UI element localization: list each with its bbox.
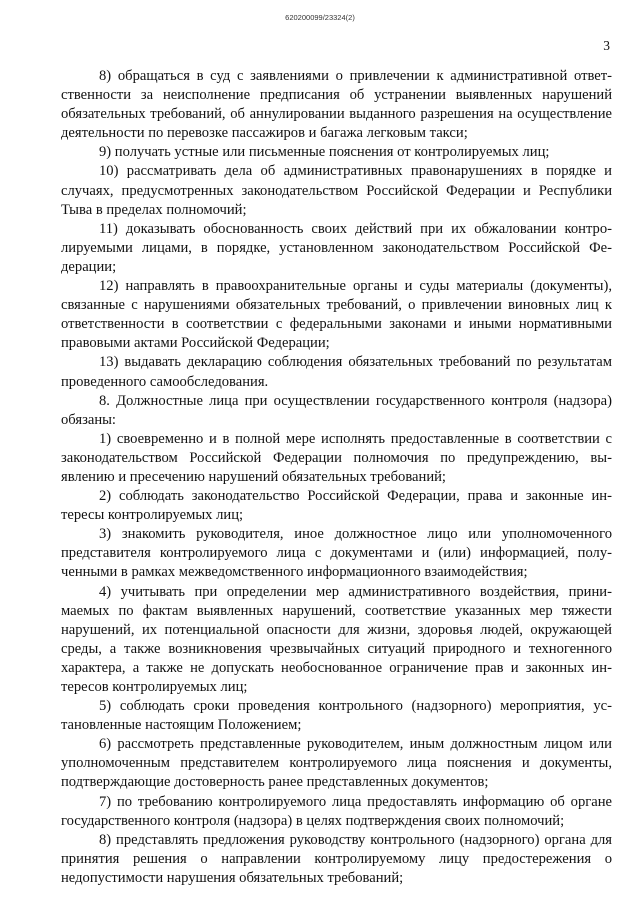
section-8-heading: 8. Должностные лица при осуществлении государственного контроля (надзора) обязаны:: [61, 392, 612, 428]
paragraph-duty-5: 5) соблюдать сроки проведения контрольного (надзорного) мероприятия, установленные настоящим Положением;: [61, 698, 612, 734]
document-id: 620200099/23324(2): [285, 13, 355, 22]
paragraph-duty-8: 8) представлять предложения руководству контрольного (надзорного) органа для принятия решения о направлении контролируемому лицу предостережения о недопустимости нарушения обязательных требований;: [61, 831, 612, 886]
paragraph-duty-1: 1) своевременно и в полной мере исполнять предоставленные в соответствии с законодательством Российской Федерации полномочия по предупреждению, выявлению и пресечению нарушений обязательных требований;: [61, 430, 612, 485]
paragraph-duty-6: 6) рассмотреть представленные руководителем, иным должностным лицом или уполномоченным представителем контролируемого лица пояснения и документы, подтверждающие достоверность ранее представленных документов;: [61, 736, 612, 791]
document-body: [61, 67, 612, 888]
paragraph-duty-2: 2) соблюдать законодательство Российской Федерации, права и законные интересы контролируемых лиц;: [61, 488, 612, 524]
paragraph-duty-3: 3) знакомить руководителя, иное должностное лицо или уполномоченного представителя контролируемого лица с документами и (или) информацией, полученными в рамках межведомственного информационного взаимодействия;: [61, 526, 612, 581]
paragraph-duty-4: 4) учитывать при определении мер административного воздействия, принимаемых по фактам выявленных нарушений, соответствие указанных мер тяжести нарушений, их потенциальной опасности для жизни, здоровья людей, окружающей среды, а также возникновения чрезвычайных ситуаций природного и техногенного характера, а также не допускать необоснованное ограничение прав и законных интересов контролируемых лиц;: [61, 583, 612, 695]
paragraph-duty-7: 7) по требованию контролируемого лица предоставлять информацию об органе государственного контроля (надзора) в целях подтверждения своих полномочий;: [61, 793, 612, 829]
paragraph-power-11: 11) доказывать обоснованность своих действий при их обжаловании контролируемыми лицами, в порядке, установленном законодательством Российской Федерации;: [61, 220, 612, 275]
paragraph-power-13: 13) выдавать декларацию соблюдения обязательных требований по результатам проведенного самообследования.: [61, 354, 612, 390]
paragraph-power-12: 12) направлять в правоохранительные органы и суды материалы (документы), связанные с нарушениями обязательных требований, о привлечении виновных лиц к ответственности в соответствии с федеральными законами и иными нормативными правовыми актами Российской Федерации;: [61, 278, 612, 352]
page-number: 3: [603, 38, 610, 53]
paragraph-power-10: 10) рассматривать дела об административных правонарушениях в порядке и случаях, предусмотренных законодательством Российской Федерации и Республики Тыва в пределах полномочий;: [61, 163, 612, 218]
paragraph-power-8: 8) обращаться в суд с заявлениями о привлечении к административной ответственности за неисполнение предписания об устранении выявленных нарушений обязательных требований, об аннулировании выданного разрешения на осуществление деятельности по перевозке пассажиров и багажа легковым такси;: [61, 68, 612, 142]
paragraph-power-9: 9) получать устные или письменные пояснения от контролируемых лиц;: [99, 144, 550, 161]
